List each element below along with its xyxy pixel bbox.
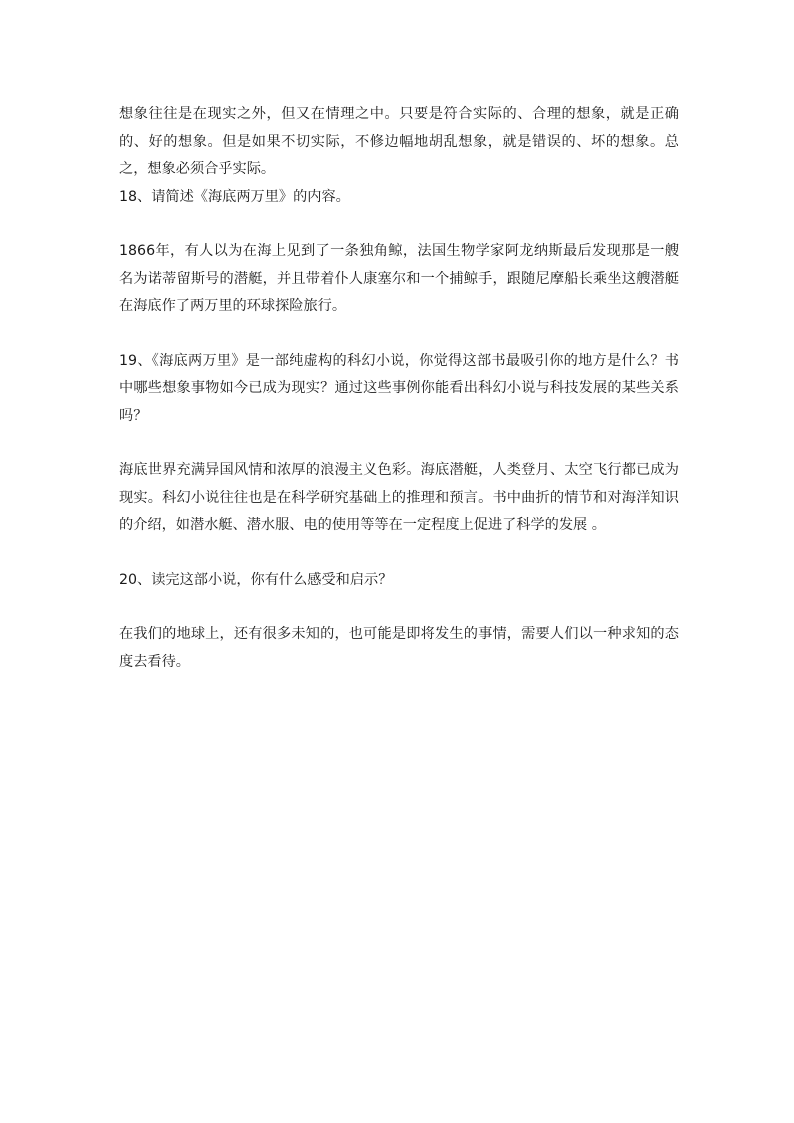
paragraph-spacer bbox=[119, 430, 679, 457]
question-18: 18、请简述《海底两万里》的内容。 bbox=[119, 188, 350, 205]
answer-19: 海底世界充满异国风情和浓厚的浪漫主义色彩。海底潜艇，人类登月、太空飞行都已成为现实。科幻小说往往也是在科学研究基础上的推理和预言。书中曲折的情节和对海洋知识的介绍，如潜水艇、潜水服、电的使用等等在一定程度上促进了科学的发展 。 bbox=[119, 462, 679, 533]
question-20: 20、读完这部小说，你有什么感受和启示？ bbox=[119, 571, 393, 588]
paragraph-spacer bbox=[119, 211, 679, 238]
question-19: 19、《海底两万里》是一部纯虚构的科幻小说，你觉得这部书最吸引你的地方是什么？书中哪些想象事物如今已成为现实？通过这些事例你能看出科幻小说与科技发展的某些关系吗？ bbox=[119, 352, 679, 424]
answer-20: 在我们的地球上，还有很多未知的，也可能是即将发生的事情，需要人们以一种求知的态度去看待。 bbox=[119, 626, 679, 670]
paragraph-imagination-summary: 想象往往是在现实之外，但又在情理之中。只要是符合实际的、合理的想象，就是正确的、好的想象。但是如果不切实际，不修边幅地胡乱想象，就是错误的、坏的想象。总之，想象必须合乎实际。 bbox=[119, 106, 679, 177]
document-body bbox=[119, 101, 679, 676]
paragraph-spacer bbox=[119, 540, 679, 567]
paragraph-spacer bbox=[119, 321, 679, 348]
paragraph-spacer bbox=[119, 594, 679, 621]
answer-18: 1866年，有人以为在海上见到了一条独角鲸，法国生物学家阿龙纳斯最后发现那是一艘名为诺蒂留斯号的潜艇，并且带着仆人康塞尔和一个捕鲸手，跟随尼摩船长乘坐这艘潜艇在海底作了两万里的环球探险旅行。 bbox=[119, 243, 679, 314]
